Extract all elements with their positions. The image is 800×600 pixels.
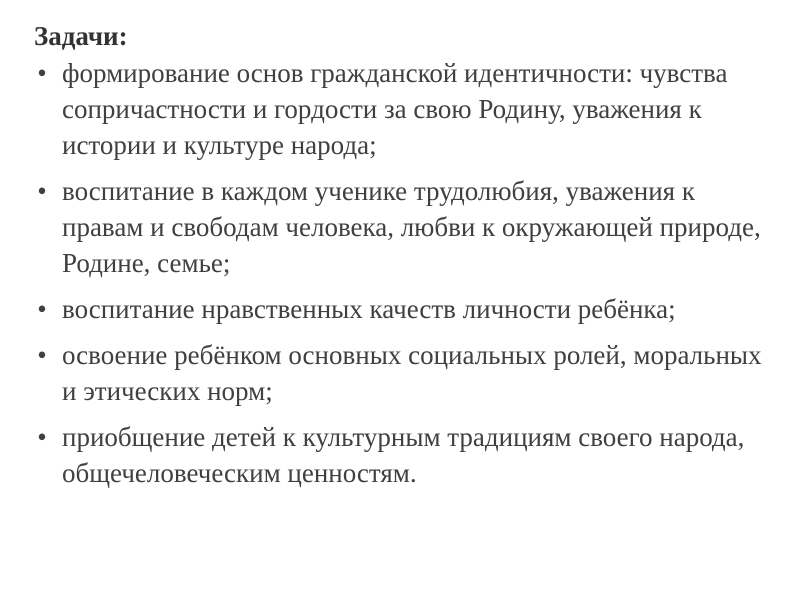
list-item <box>28 419 770 491</box>
list-item-text: освоение ребёнком основных социальных ролей, моральных и этических норм; <box>62 340 762 406</box>
bullet-icon: • <box>37 58 47 88</box>
slide-title: Задачи: <box>34 21 128 51</box>
list-item-text: приобщение детей к культурным традициям своего народа, общечеловеческим ценностям. <box>62 422 745 488</box>
list-item <box>28 337 770 409</box>
bullet-icon: • <box>37 422 47 452</box>
list-item <box>28 291 770 327</box>
task-list <box>28 55 770 491</box>
bullet-icon: • <box>37 294 47 324</box>
list-item <box>28 55 770 163</box>
bullet-icon: • <box>37 176 47 206</box>
list-item <box>28 173 770 281</box>
bullet-icon: • <box>37 340 47 370</box>
list-item-text: формирование основ гражданской идентичности: чувства сопричастности и гордости за свою Родину, уважения к истории и культуре народа; <box>62 58 728 160</box>
list-item-text: воспитание в каждом ученике трудолюбия, уважения к правам и свободам человека, любви к окружающей природе, Родине, семье; <box>62 176 761 278</box>
list-item-text: воспитание нравственных качеств личности ребёнка; <box>62 294 676 324</box>
